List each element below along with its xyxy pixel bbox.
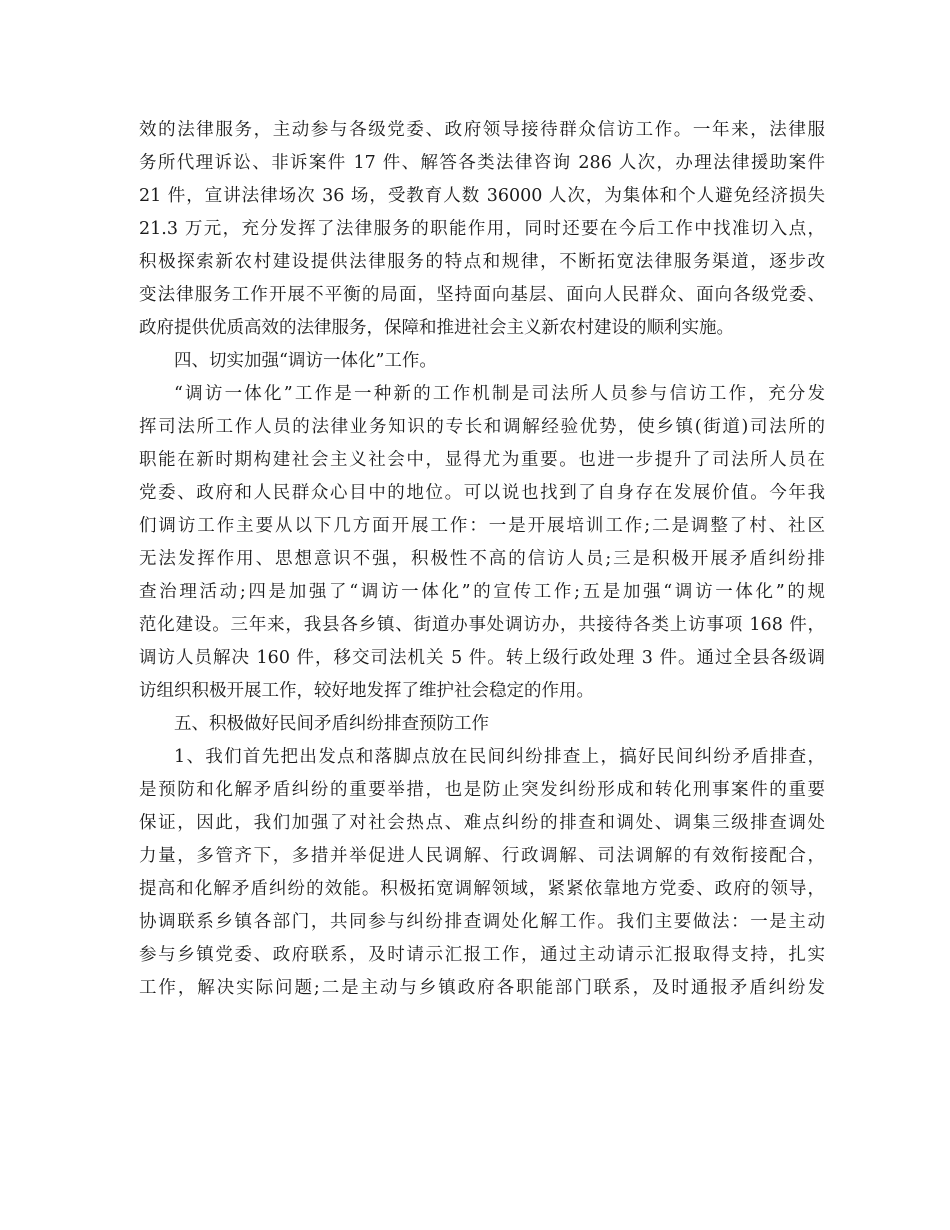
text-line: 协调联系乡镇各部门，共同参与纠纷排查调处化解工作。我们主要做法：一是主动 <box>139 912 825 932</box>
text-line: 是预防和化解矛盾纠纷的重要举措，也是防止突发纠纷形成和转化刑事案件的重要 <box>139 780 825 800</box>
text-line: 挥司法所工作人员的法律业务知识的专长和调解经验优势，使乡镇(街道)司法所的 <box>139 417 825 437</box>
text-line: 积极探索新农村建设提供法律服务的特点和规律，不断拓宽法律服务渠道，逐步改 <box>139 252 825 272</box>
text-line: 政府提供优质高效的法律服务，保障和推进社会主义新农村建设的顺利实施。 <box>139 318 734 338</box>
text-line: 21.3 万元，充分发挥了法律服务的职能作用，同时还要在今后工作中找准切入点， <box>139 219 825 239</box>
text-line: 党委、政府和人民群众心目中的地位。可以说也找到了自身存在发展价值。今年我 <box>139 483 825 503</box>
text-line: 力量，多管齐下，多措并举促进人民调解、行政调解、司法调解的有效衔接配合， <box>139 846 825 866</box>
text-line: 访组织积极开展工作，较好地发挥了维护社会稳定的作用。 <box>139 681 594 701</box>
text-line: 21 件，宣讲法律场次 36 场，受教育人数 36000 人次，为集体和个人避免经济损失 <box>139 186 825 206</box>
text-line: 务所代理诉讼、非诉案件 17 件、解答各类法律咨询 286 人次，办理法律援助案件 <box>139 153 825 173</box>
paragraph-first-line: “调访一体化”工作是一种新的工作机制是司法所人员参与信访工作，充分发 <box>174 384 825 404</box>
paragraph-first-line: 1、我们首先把出发点和落脚点放在民间纠纷排查上，搞好民间纠纷矛盾排查， <box>174 747 825 767</box>
text-line: 效的法律服务，主动参与各级党委、政府领导接待群众信访工作。一年来，法律服 <box>139 120 825 140</box>
text-line: 职能在新时期构建社会主义社会中，显得尤为重要。也进一步提升了司法所人员在 <box>139 450 825 470</box>
text-line: 参与乡镇党委、政府联系，及时请示汇报工作，通过主动请示汇报取得支持，扎实 <box>139 945 825 965</box>
text-line: 保证，因此，我们加强了对社会热点、难点纠纷的排查和调处、调集三级排查调处 <box>139 813 825 833</box>
text-line: 无法发挥作用、思想意识不强，积极性不高的信访人员;三是积极开展矛盾纠纷排 <box>139 549 825 569</box>
text-line: 们调访工作主要从以下几方面开展工作：一是开展培训工作;二是调整了村、社区 <box>139 516 825 536</box>
text-line: 工作，解决实际问题;二是主动与乡镇政府各职能部门联系，及时通报矛盾纠纷发 <box>139 978 825 998</box>
text-line: 提高和化解矛盾纠纷的效能。积极拓宽调解领域，紧紧依靠地方党委、政府的领导， <box>139 879 825 899</box>
text-line: 变法律服务工作开展不平衡的局面，坚持面向基层、面向人民群众、面向各级党委、 <box>139 285 825 305</box>
body-text <box>139 114 825 1005</box>
text-line: 范化建设。三年来，我县各乡镇、街道办事处调访办，共接待各类上访事项 168 件， <box>139 615 825 635</box>
section-heading-5: 五、积极做好民间矛盾纠纷排查预防工作 <box>174 714 489 734</box>
text-line: 查治理活动;四是加强了“调访一体化”的宣传工作;五是加强“调访一体化”的规 <box>139 582 825 602</box>
section-heading-4: 四、切实加强“调访一体化”工作。 <box>174 351 437 371</box>
text-line: 调访人员解决 160 件，移交司法机关 5 件。转上级行政处理 3 件。通过全县各级调 <box>139 648 825 668</box>
